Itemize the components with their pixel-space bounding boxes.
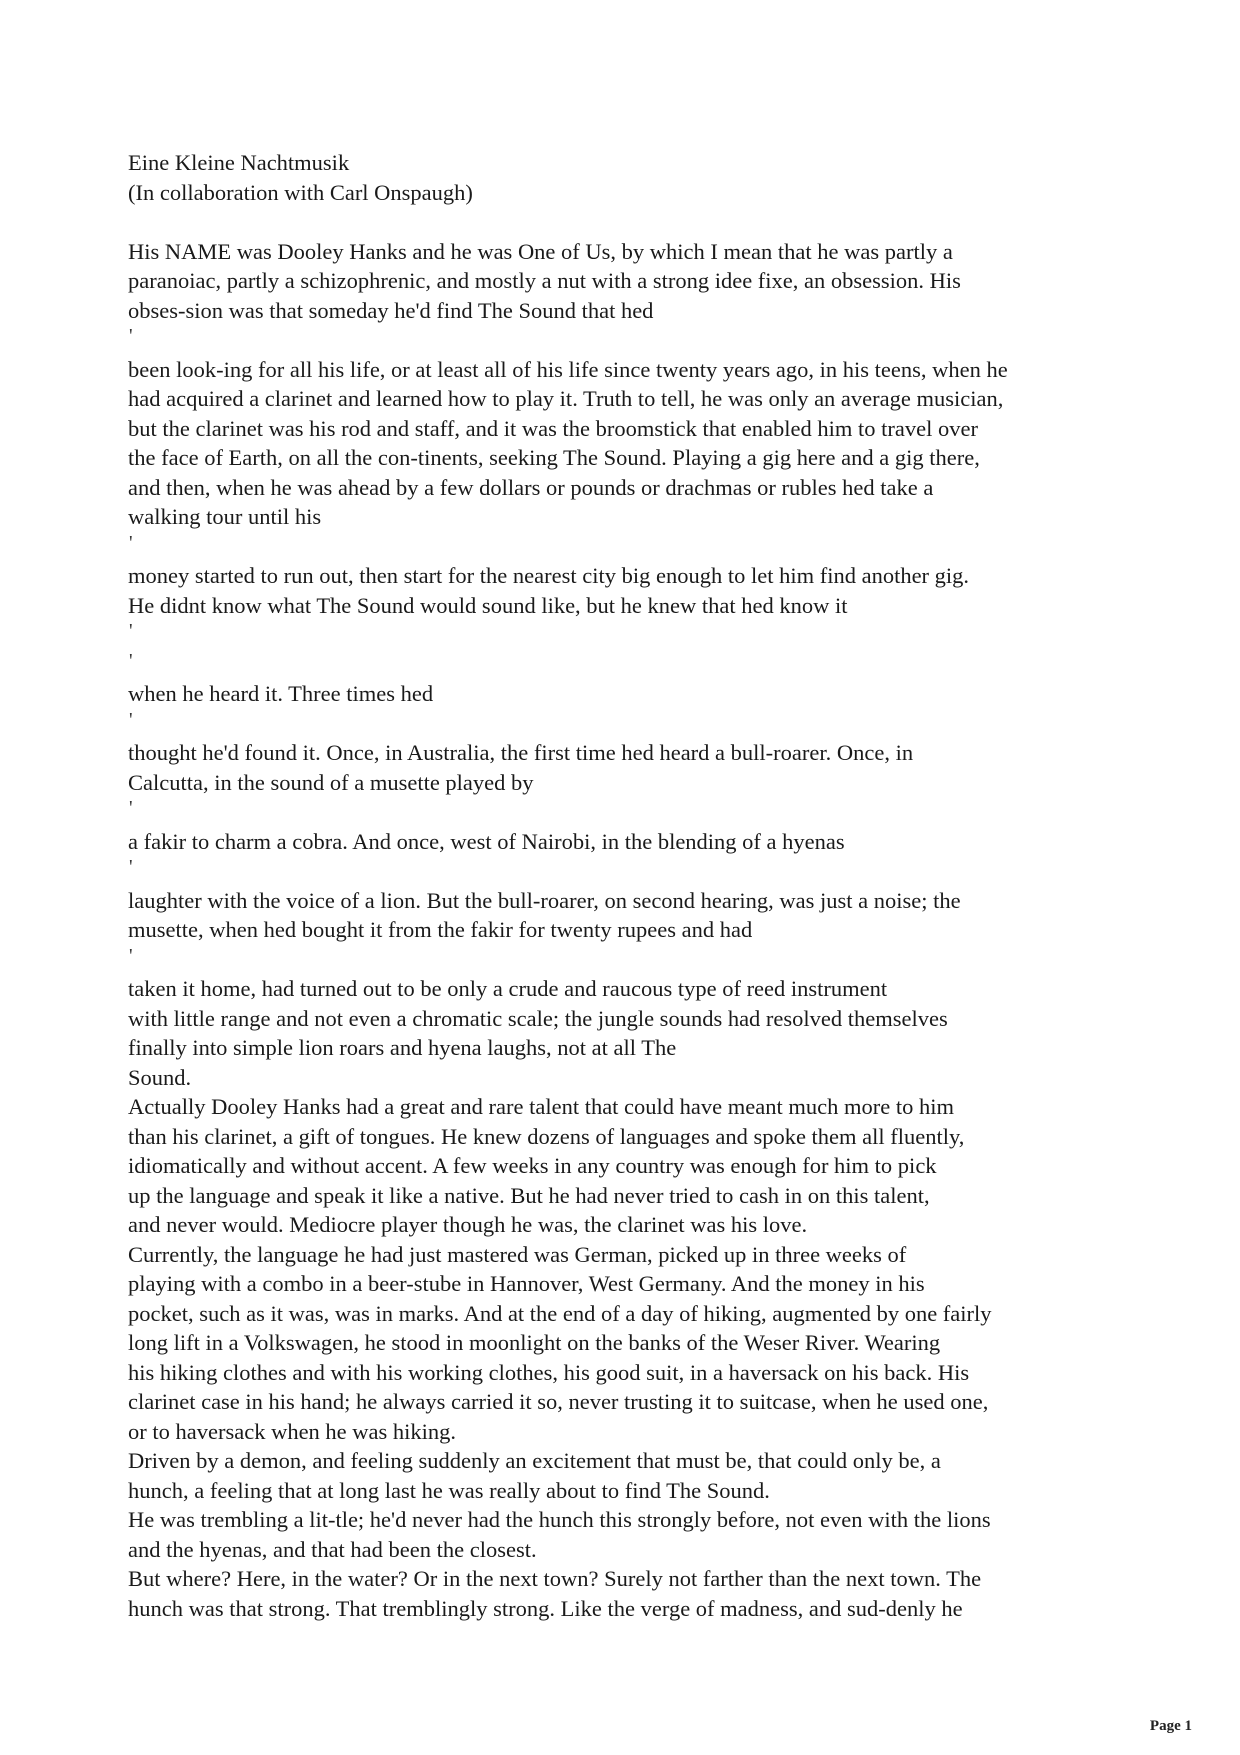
text-line: Currently, the language he had just mastered was German, picked up in three weeks of bbox=[128, 1241, 907, 1267]
text-line: and the hyenas, and that had been the closest. bbox=[128, 1536, 537, 1562]
text-line: and then, when he was ahead by a few dollars or pounds or drachmas or rubles hed take a bbox=[128, 474, 934, 500]
text-line: finally into simple lion roars and hyena laughs, not at all The bbox=[128, 1035, 677, 1060]
text-line: and never would. Mediocre player though he was, the clarinet was his love. bbox=[128, 1212, 808, 1237]
text-line: Sound. bbox=[128, 1064, 192, 1090]
text-line: been look-ing for all his life, or at least all of his life since twenty years ago, in his teens, when he bbox=[128, 356, 1008, 382]
text-line: walking tour until his bbox=[128, 504, 322, 529]
text-line: up the language and speak it like a native. But he had never tried to cash in on this talent, bbox=[128, 1182, 930, 1208]
stray-tick-mark: ' bbox=[129, 856, 133, 878]
text-line: He didnt know what The Sound would sound like, but he knew that hed know it bbox=[128, 592, 848, 618]
text-line: musette, when hed bought it from the fakir for twenty rupees and had bbox=[128, 917, 753, 942]
text-line: playing with a combo in a beer-stube in Hannover, West Germany. And the money in his bbox=[128, 1271, 925, 1296]
text-line: clarinet case in his hand; he always carried it so, never trusting it to suitcase, when he used one, bbox=[128, 1389, 989, 1414]
text-line: hunch, a feeling that at long last he was really about to find The Sound. bbox=[128, 1477, 770, 1503]
blank-line bbox=[128, 207, 1118, 237]
text-line: Driven by a demon, and feeling suddenly an excitement that must be, that could only be, a bbox=[128, 1448, 941, 1473]
text-line: paranoiac, partly a schizophrenic, and mostly a nut with a strong idee fixe, an obsession. His bbox=[128, 268, 961, 293]
stray-tick-mark: ' bbox=[129, 620, 133, 642]
text-line: money started to run out, then start for the nearest city big enough to let him find another gig. bbox=[128, 563, 970, 588]
text-line: but the clarinet was his rod and staff, and it was the broomstick that enabled him to travel over bbox=[128, 415, 978, 441]
text-line: thought he'd found it. Once, in Australia, the first time hed heard a bull-roarer. Once, in bbox=[128, 740, 914, 765]
text-line: the face of Earth, on all the con-tinents, seeking The Sound. Playing a gig here and a gig there, bbox=[128, 445, 980, 470]
text-line: taken it home, had turned out to be only a crude and raucous type of reed instrument bbox=[128, 976, 888, 1001]
text-line: Calcutta, in the sound of a musette played by bbox=[128, 769, 534, 795]
text-line: Actually Dooley Hanks had a great and rare talent that could have meant much more to him bbox=[128, 1094, 954, 1119]
document-body bbox=[128, 148, 1118, 1623]
text-line: long lift in a Volkswagen, he stood in moonlight on the banks of the Weser River. Wearing bbox=[128, 1330, 941, 1355]
text-line: obses-sion was that someday he'd find The Sound that hed bbox=[128, 297, 654, 323]
text-line: when he heard it. Three times hed bbox=[128, 681, 434, 706]
text-line: laughter with the voice of a lion. But the bull-roarer, on second hearing, was just a noise; the bbox=[128, 887, 961, 913]
document-title: Eine Kleine Nachtmusik bbox=[128, 150, 350, 175]
text-line: a fakir to charm a cobra. And once, west of Nairobi, in the blending of a hyenas bbox=[128, 828, 845, 854]
text-line: hunch was that strong. That tremblingly strong. Like the verge of madness, and sud-denly he bbox=[128, 1595, 963, 1621]
stray-tick-mark: ' bbox=[129, 649, 133, 672]
stray-tick-mark: ' bbox=[129, 944, 133, 967]
stray-tick-mark: ' bbox=[129, 708, 133, 731]
page-number: Page 1 bbox=[1149, 1718, 1192, 1734]
text-line: or to haversack when he was hiking. bbox=[128, 1418, 457, 1444]
text-line: idiomatically and without accent. A few weeks in any country was enough for him to pick bbox=[128, 1153, 937, 1178]
text-line: had acquired a clarinet and learned how to play it. Truth to tell, he was only an average musician, bbox=[128, 386, 1004, 411]
stray-tick-mark: ' bbox=[129, 531, 133, 554]
stray-tick-mark: ' bbox=[129, 325, 133, 347]
stray-tick-mark: ' bbox=[129, 797, 133, 819]
text-line: His NAME was Dooley Hanks and he was One of Us, by which I mean that he was partly a bbox=[128, 238, 953, 264]
document-subtitle: (In collaboration with Carl Onspaugh) bbox=[128, 179, 473, 205]
text-line: with little range and not even a chromatic scale; the jungle sounds had resolved themselves bbox=[128, 1005, 948, 1031]
text-line: He was trembling a lit-tle; he'd never had the hunch this strongly before, not even with the lions bbox=[128, 1507, 991, 1532]
text-line: his hiking clothes and with his working clothes, his good suit, in a haversack on his back. His bbox=[128, 1359, 970, 1385]
text-line: pocket, such as it was, was in marks. And at the end of a day of hiking, augmented by one fairly bbox=[128, 1300, 992, 1326]
text-line: But where? Here, in the water? Or in the next town? Surely not farther than the next town. The bbox=[128, 1566, 982, 1591]
text-line: than his clarinet, a gift of tongues. He knew dozens of languages and spoke them all fluently, bbox=[128, 1123, 965, 1149]
